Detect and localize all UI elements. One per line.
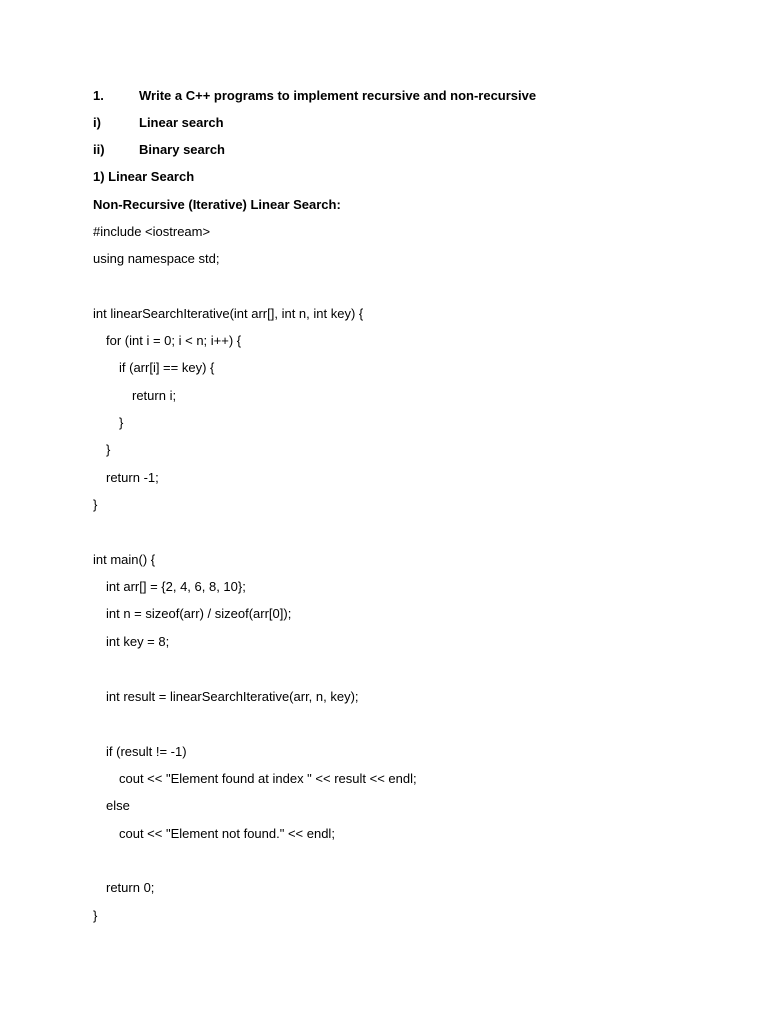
code-line: int n = sizeof(arr) / sizeof(arr[0]); [106,606,292,621]
code-line: cout << "Element not found." << endl; [119,826,335,841]
code-line: int linearSearchIterative(int arr[], int n, int key) { [93,306,364,321]
code-line: for (int i = 0; i < n; i++) { [106,333,242,348]
code-line: int arr[] = {2, 4, 6, 8, 10}; [106,579,246,594]
code-line: int main() { [93,552,156,567]
code-line: } [93,908,98,923]
code-line: if (arr[i] == key) { [119,360,215,375]
code-line: cout << "Element found at index " << result << endl; [119,771,417,786]
subtask-binary-search: Binary search [139,142,225,157]
code-line: else [106,798,130,813]
code-line: using namespace std; [93,251,220,266]
list-marker-i: i) [93,115,101,130]
task-statement: Write a C++ programs to implement recursive and non-recursive [139,88,537,103]
code-line: return -1; [106,470,159,485]
code-line: if (result != -1) [106,744,187,759]
code-line: return 0; [106,880,155,895]
code-line: int key = 8; [106,634,170,649]
subtask-linear-search: Linear search [139,115,224,130]
code-line: int result = linearSearchIterative(arr, n, key); [106,689,359,704]
list-marker-1: 1. [93,88,104,103]
code-line: return i; [132,388,177,403]
code-line: #include <iostream> [93,224,211,239]
code-line: } [119,415,124,430]
code-line: } [106,442,111,457]
section-title: 1) Linear Search [93,169,195,184]
code-line: } [93,497,98,512]
subsection-title: Non-Recursive (Iterative) Linear Search: [93,197,341,212]
list-marker-ii: ii) [93,142,105,157]
